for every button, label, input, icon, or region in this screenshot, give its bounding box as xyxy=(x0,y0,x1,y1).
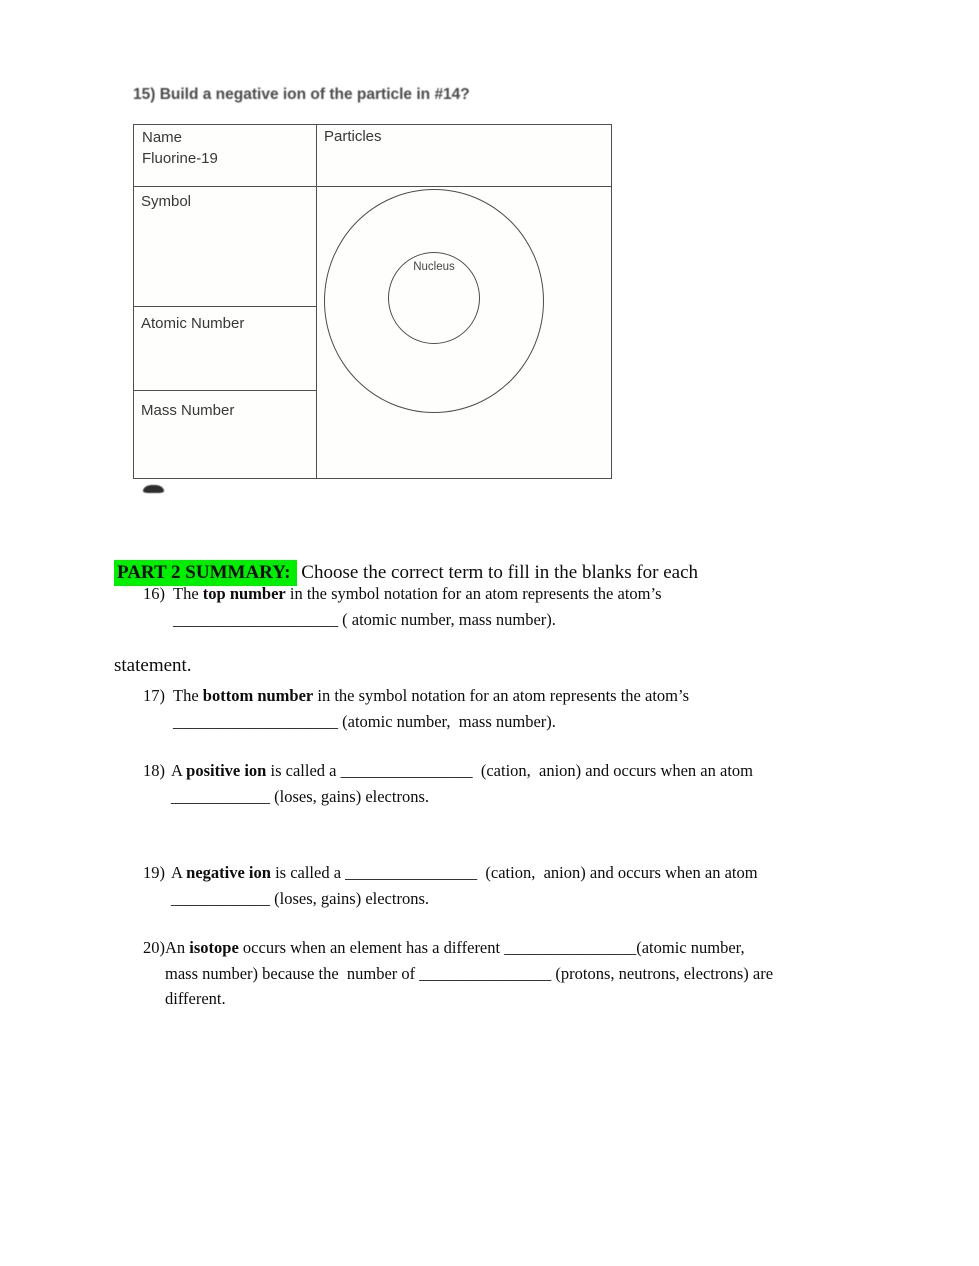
question-bold-term: isotope xyxy=(189,938,239,957)
symbol-label: Symbol xyxy=(141,193,192,210)
question-number: 18) xyxy=(143,761,165,780)
atomic-number-label: Atomic Number xyxy=(141,315,245,332)
question-18 xyxy=(143,758,933,809)
question-last-line: different. xyxy=(165,989,226,1008)
question-blank-line: ____________________ ( atomic number, mass number). xyxy=(173,609,556,629)
question-blank-line: mass number) because the number of ________________ (protons, neutrons, electrons) are xyxy=(165,963,774,983)
mass-number-label: Mass Number xyxy=(141,402,235,419)
table-column-divider xyxy=(316,125,317,478)
question-lead: The xyxy=(173,584,203,603)
question-rest: occurs when an element has a different ________________(atomic number, xyxy=(238,938,745,957)
cutoff-ink-mark xyxy=(143,485,164,493)
question-lead: An xyxy=(165,938,190,957)
question-line xyxy=(143,683,933,709)
question-line xyxy=(143,581,933,607)
question-line xyxy=(143,860,933,886)
question-number: 16) xyxy=(143,584,165,603)
question-rest: is called a ________________ (cation, anion) and occurs when an atom xyxy=(266,761,753,780)
nucleus-circle xyxy=(388,252,480,344)
table-header-divider xyxy=(134,186,611,187)
question-number: 20) xyxy=(143,938,165,957)
question-20 xyxy=(143,935,933,1012)
table-row-divider-mass xyxy=(134,390,316,391)
question-lead: A xyxy=(171,761,187,780)
question-bold-term: top number xyxy=(202,584,286,603)
question-text xyxy=(171,863,758,882)
question-rest: in the symbol notation for an atom represents the atom’s xyxy=(285,584,662,603)
question-16 xyxy=(143,581,933,632)
question-lead: A xyxy=(171,863,187,882)
question-text xyxy=(171,761,753,780)
question-text xyxy=(173,584,662,603)
nucleus-label: Nucleus xyxy=(413,261,455,273)
question-17 xyxy=(143,683,933,734)
question-line xyxy=(143,758,933,784)
name-value: Fluorine-19 xyxy=(142,150,218,167)
question-bold-term: positive ion xyxy=(186,761,267,780)
clipped-question-text: 15) Build a negative ion of the particle in #14? xyxy=(133,86,470,103)
atom-table xyxy=(133,124,612,479)
name-label: Name xyxy=(142,129,183,146)
heading-instruction: Choose the correct term to fill in the blanks for each xyxy=(296,562,699,583)
table-row-divider-symbol xyxy=(134,306,316,307)
question-19 xyxy=(143,860,933,911)
question-lead: The xyxy=(173,686,203,705)
question-text xyxy=(165,938,745,957)
question-text xyxy=(173,686,689,705)
part2-summary-badge: PART 2 SUMMARY: xyxy=(114,560,297,586)
question-bold-term: bottom number xyxy=(202,686,314,705)
heading-line-2: statement. xyxy=(114,655,192,676)
question-blank-line: ____________ (loses, gains) electrons. xyxy=(171,888,429,908)
particles-header: Particles xyxy=(324,128,382,145)
question-number: 17) xyxy=(143,686,165,705)
question-blank-line: ____________ (loses, gains) electrons. xyxy=(171,786,429,806)
clipped-question-line xyxy=(133,86,533,114)
question-rest: in the symbol notation for an atom represents the atom’s xyxy=(313,686,690,705)
question-number: 19) xyxy=(143,863,165,882)
question-bold-term: negative ion xyxy=(186,863,271,882)
question-blank-line: ____________________ (atomic number, mass number). xyxy=(173,711,556,731)
question-rest: is called a ________________ (cation, anion) and occurs when an atom xyxy=(270,863,758,882)
question-line xyxy=(143,935,933,961)
